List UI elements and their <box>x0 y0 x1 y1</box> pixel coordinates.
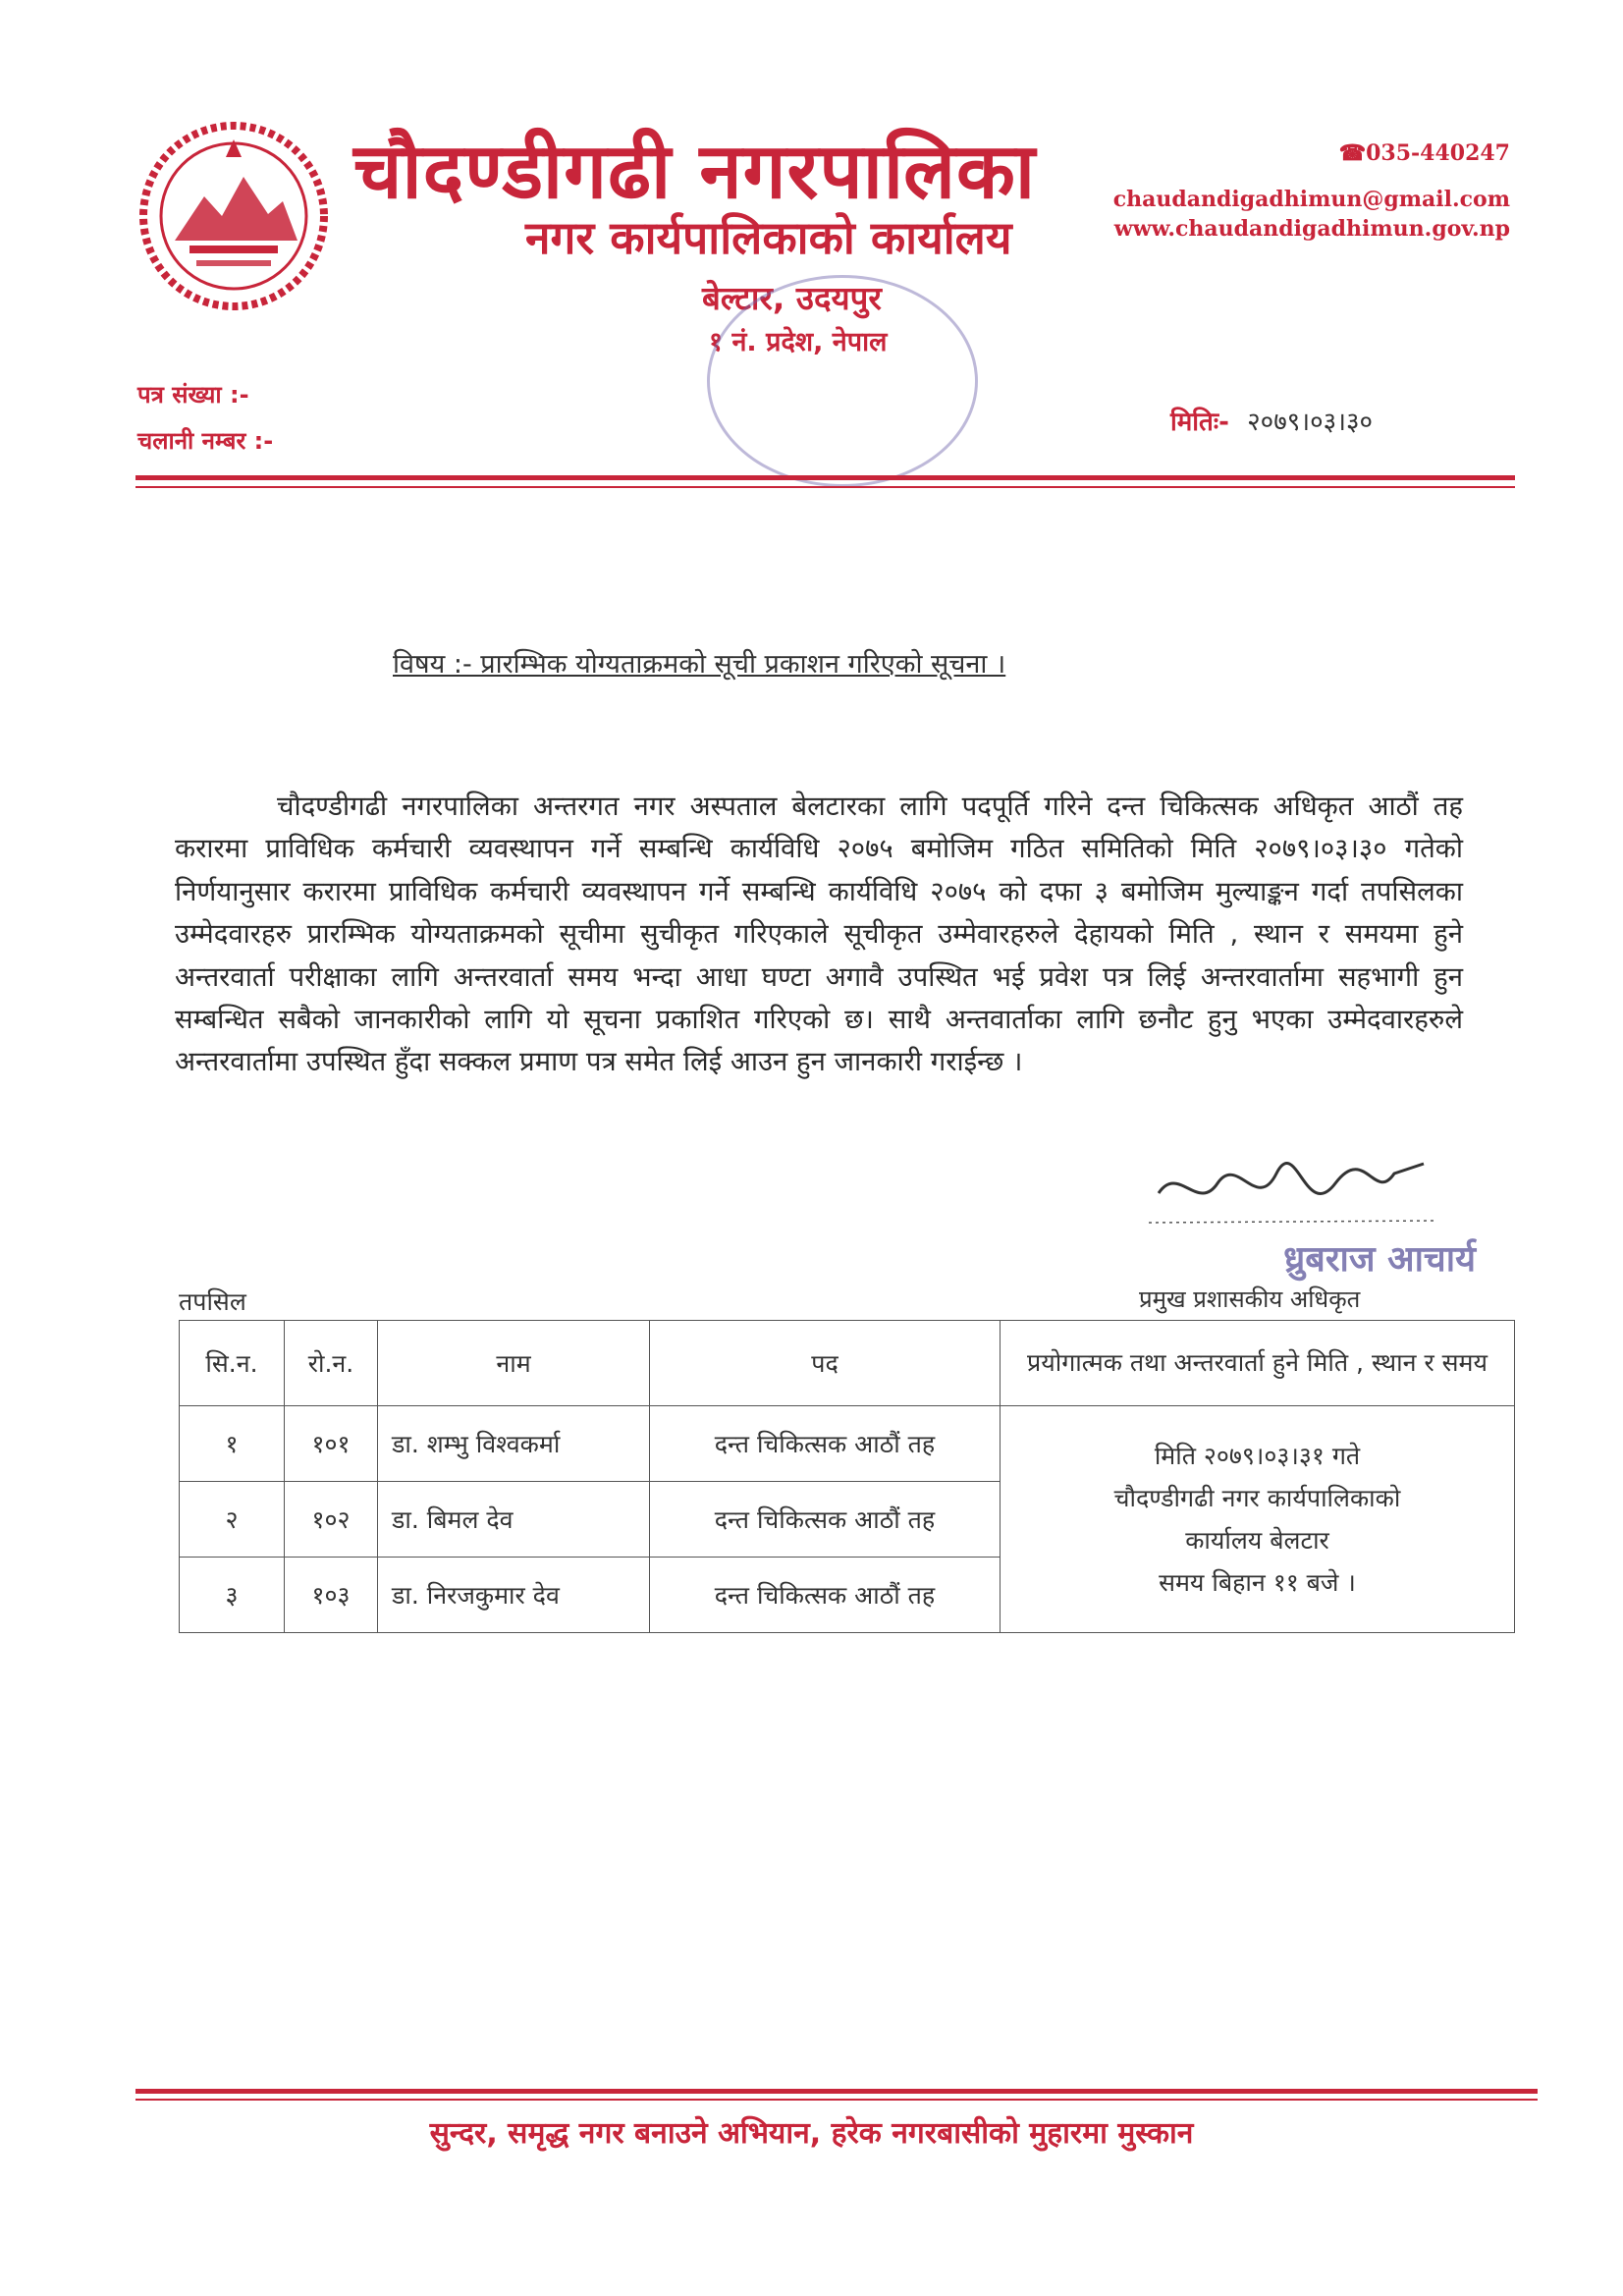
schedule-line: कार्यालय बेलटार <box>1185 1526 1329 1555</box>
phone-number: ☎035-440247 <box>1338 140 1510 166</box>
signatory-name: ध्रुबराज आचार्य <box>1283 1239 1476 1280</box>
date-value: २०७९।०३।३० <box>1247 408 1374 437</box>
cell-schedule <box>1001 1406 1515 1633</box>
footer-slogan: सुन्दर, समृद्ध नगर बनाउने अभियान, हरेक नगरबासीको मुहारमा मुस्कान <box>429 2116 1194 2151</box>
table-header-row <box>180 1321 1515 1406</box>
footer-rule-top <box>135 2089 1538 2094</box>
office-stamp <box>707 275 978 487</box>
handwritten-signature <box>1139 1154 1453 1242</box>
cell-sn: ३ <box>180 1558 285 1633</box>
patra-sankhya-label: पत्र संख्या :- <box>137 381 249 409</box>
body-text: चौदण्डीगढी नगरपालिका अन्तरगत नगर अस्पताल बेलटारका लागि पदपूर्ति गरिने दन्त चिकित्सक अधिकृत आठौं तह करारमा प्राविधिक कर्मचारी व्यवस्थापन गर्ने सम्बन्धि कार्यविधि २०७५ बमोजिम गठित समितिको मिति २०७९।०३।३० गतेको निर्णयानुसार करारमा प्राविधिक कर्मचारी व्यवस्थापन गर्ने सम्बन्धि कार्यविधि २०७५ को दफा ३ बमोजिम मुल्याङ्कन गर्दा तपसिलका उम्मेदवारहरु प्रारम्भिक योग्यताक्रमको सूचीमा सुचीकृत गरिएकाले सूचीकृत उम्मेवारहरुले देहायको मिति , स्थान र समयमा हुने अन्तरवार्ता परीक्षाका लागि अन्तरवार्ता समय भन्दा आधा घण्टा अगावै उपस्थित भई प्रवेश पत्र लिई अन्तरवार्तामा सहभागी हुन सम्बन्धित सबैको जानकारीको लागि यो सूचना प्रकाशित गरिएको छ। साथै अन्तवार्ताका लागि छनौट हुनु भएका उम्मेदवारहरुले अन्तरवार्तामा उपस्थित हुँदा सक्कल प्रमाण पत्र समेत लिई आउन हुन जानकारी गराईन्छ । <box>175 791 1463 1078</box>
cell-post: दन्त चिकित्सक आठौं तह <box>650 1482 1001 1558</box>
header-location: बेल्टार, उदयपुर <box>702 279 882 317</box>
header-rule-top <box>135 475 1515 480</box>
cell-sn: २ <box>180 1482 285 1558</box>
candidate-table <box>179 1320 1515 1633</box>
cell-roll: १०३ <box>285 1558 378 1633</box>
schedule-line: मिति २०७९।०३।३१ गते <box>1154 1442 1361 1470</box>
schedule-line: चौदण्डीगढी नगर कार्यपालिकाको <box>1113 1484 1401 1512</box>
col-header-schedule: प्रयोगात्मक तथा अन्तरवार्ता हुने मिति , स्थान र समय <box>1001 1321 1515 1406</box>
col-header-sn: सि.न. <box>180 1321 285 1406</box>
municipality-emblem <box>135 118 332 314</box>
website-url: www.chaudandigadhimun.gov.np <box>1113 216 1510 242</box>
table-row <box>180 1406 1515 1482</box>
cell-sn: १ <box>180 1406 285 1482</box>
col-header-roll: रो.न. <box>285 1321 378 1406</box>
header-province: १ नं. प्रदेश, नेपाल <box>709 327 888 357</box>
chalani-number-label: चलानी नम्बर :- <box>137 427 274 455</box>
subject-line: विषय :- प्रारम्भिक योग्यताक्रमको सूची प्रकाशन गरिएको सूचना । <box>393 649 1006 680</box>
col-header-name: नाम <box>378 1321 650 1406</box>
signatory-title: प्रमुख प्रशासकीय अधिकृत <box>1139 1285 1361 1313</box>
cell-post: दन्त चिकित्सक आठौं तह <box>650 1406 1001 1482</box>
schedule-line: समय बिहान ११ बजे । <box>1159 1568 1356 1597</box>
cell-name: डा. निरजकुमार देव <box>378 1558 650 1633</box>
table-caption: तपसिल <box>179 1287 246 1316</box>
email-address: chaudandigadhimun@gmail.com <box>1112 187 1510 212</box>
cell-name: डा. बिमल देव <box>378 1482 650 1558</box>
header-subtitle: नगर कार्यपालिकाको कार्यालय <box>525 211 1012 264</box>
header-title: चौदण्डीगढी नगरपालिका <box>353 128 1037 216</box>
cell-post: दन्त चिकित्सक आठौं तह <box>650 1558 1001 1633</box>
cell-roll: १०१ <box>285 1406 378 1482</box>
footer-rule-bottom <box>135 2099 1538 2101</box>
date-line <box>1170 403 1373 438</box>
col-header-post: पद <box>650 1321 1001 1406</box>
body-paragraph <box>175 786 1463 1084</box>
header-rule-bottom <box>135 486 1515 488</box>
cell-roll: १०२ <box>285 1482 378 1558</box>
cell-name: डा. शम्भु विश्वकर्मा <box>378 1406 650 1482</box>
date-label: मितिः- <box>1170 408 1229 437</box>
